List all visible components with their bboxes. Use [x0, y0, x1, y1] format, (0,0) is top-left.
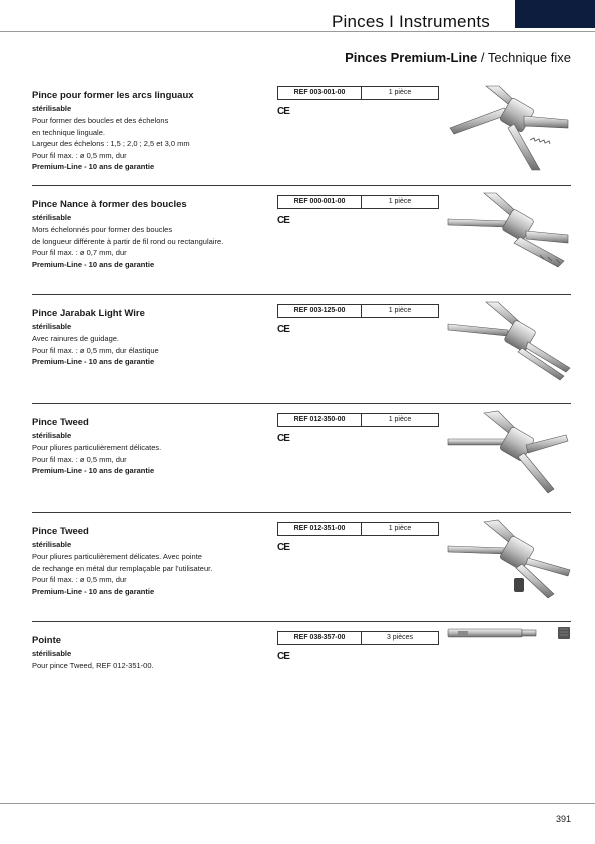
desc-line: Pour former des boucles et des échelons — [32, 116, 169, 125]
page-number: 391 — [555, 814, 571, 824]
desc-line: Pour pliures particulièrement délicates. Avec pointe — [32, 552, 202, 561]
ce-mark-icon: CE — [277, 542, 289, 553]
product-description — [32, 115, 272, 173]
header-divider — [0, 31, 595, 32]
product-description — [32, 442, 272, 477]
desc-line: Pour pliures particulièrement délicates. — [32, 443, 162, 452]
header-color-block — [515, 0, 595, 28]
desc-line: Pour fil max. : ø 0,5 mm, dur — [32, 150, 127, 160]
product-description — [32, 333, 272, 368]
ref-box — [277, 304, 439, 318]
ref-box — [277, 195, 439, 209]
product-title: Pince Tweed — [32, 526, 89, 537]
replacement-tip-icon — [444, 627, 574, 717]
desc-line: Mors échelonnés pour former des boucles — [32, 225, 173, 234]
ce-mark-icon: CE — [277, 106, 289, 117]
tweed-plier-replaceable-tip-icon — [444, 518, 574, 608]
product-sterilizable: stérilisable — [32, 213, 72, 222]
desc-line: Pour fil max. : ø 0,7 mm, dur — [32, 248, 127, 258]
product-description — [32, 224, 272, 270]
guarantee-line: Premium-Line - 10 ans de garantie — [32, 586, 155, 596]
product-title: Pince Tweed — [32, 417, 89, 428]
ref-quantity: 1 pièce — [388, 525, 412, 532]
subtitle-rest: / Technique fixe — [477, 50, 571, 65]
desc-line: de longueur différente à partir de fil rond ou rectangulaire. — [32, 236, 224, 246]
ref-quantity: 1 pièce — [388, 416, 412, 423]
product-title: Pince Nance à former des boucles — [32, 199, 187, 210]
footer-divider — [0, 803, 595, 804]
ref-number: REF 038-357-00 — [278, 632, 362, 644]
ref-quantity: 1 pièce — [388, 307, 412, 314]
desc-line: Pour fil max. : ø 0,5 mm, dur — [32, 575, 127, 585]
ce-mark-icon: CE — [277, 433, 289, 444]
product-entry-lingual-arch — [32, 90, 571, 190]
product-entry-pointe — [32, 635, 571, 735]
product-sterilizable: stérilisable — [32, 540, 72, 549]
entry-divider — [32, 512, 571, 513]
guarantee-line: Premium-Line - 10 ans de garantie — [32, 162, 155, 172]
jarabak-plier-icon — [444, 300, 574, 390]
product-title: Pointe — [32, 635, 62, 646]
ref-quantity: 1 pièce — [388, 198, 412, 205]
desc-line: Pour fil max. : ø 0,5 mm, dur élastique — [32, 345, 159, 355]
product-sterilizable: stérilisable — [32, 322, 72, 331]
product-sterilizable: stérilisable — [32, 649, 72, 658]
lingual-arch-plier-icon — [444, 82, 574, 172]
desc-line: Avec rainures de guidage. — [32, 334, 120, 343]
ref-number: REF 012-350-00 — [278, 414, 362, 426]
product-description — [32, 660, 272, 672]
ce-mark-icon: CE — [277, 215, 289, 226]
desc-line: en technique linguale. — [32, 127, 105, 137]
desc-line: Pour pince Tweed, REF 012-351-00. — [32, 661, 154, 670]
section-subtitle — [345, 50, 571, 65]
desc-line: Largeur des échelons : 1,5 ; 2,0 ; 2,5 et 3,0 mm — [32, 139, 190, 149]
ref-quantity: 1 pièce — [388, 89, 412, 96]
ce-mark-icon: CE — [277, 324, 289, 335]
product-entry-nance — [32, 199, 571, 299]
tweed-plier-icon — [444, 409, 574, 499]
page-header-title: Pinces I Instruments — [331, 12, 490, 31]
product-entry-jarabak — [32, 308, 571, 408]
ce-mark-icon: CE — [277, 651, 289, 662]
ref-quantity: 3 pièces — [386, 634, 414, 641]
product-sterilizable: stérilisable — [32, 431, 72, 440]
ref-box — [277, 413, 439, 427]
product-description — [32, 551, 272, 597]
ref-number: REF 012-351-00 — [278, 523, 362, 535]
product-title: Pince pour former les arcs linguaux — [32, 90, 194, 101]
nance-loop-plier-icon — [444, 191, 574, 281]
ref-number: REF 003-001-00 — [278, 87, 362, 99]
product-title: Pince Jarabak Light Wire — [32, 308, 145, 319]
entry-divider — [32, 621, 571, 622]
product-entry-tweed — [32, 417, 571, 517]
entry-divider — [32, 294, 571, 295]
ref-box — [277, 86, 439, 100]
entry-divider — [32, 403, 571, 404]
guarantee-line: Premium-Line - 10 ans de garantie — [32, 357, 155, 367]
product-entry-tweed-replaceable — [32, 526, 571, 626]
ref-box — [277, 522, 439, 536]
subtitle-bold: Pinces Premium-Line — [345, 50, 478, 65]
ref-box — [277, 631, 439, 645]
product-sterilizable: stérilisable — [32, 104, 72, 113]
entry-divider — [32, 185, 571, 186]
guarantee-line: Premium-Line - 10 ans de garantie — [32, 466, 155, 476]
desc-line: Pour fil max. : ø 0,5 mm, dur — [32, 454, 127, 464]
ref-number: REF 003-125-00 — [278, 305, 362, 317]
ref-number: REF 000-001-00 — [278, 196, 362, 208]
desc-line: de rechange en métal dur remplaçable par l'utilisateur. — [32, 563, 213, 573]
guarantee-line: Premium-Line - 10 ans de garantie — [32, 259, 155, 269]
